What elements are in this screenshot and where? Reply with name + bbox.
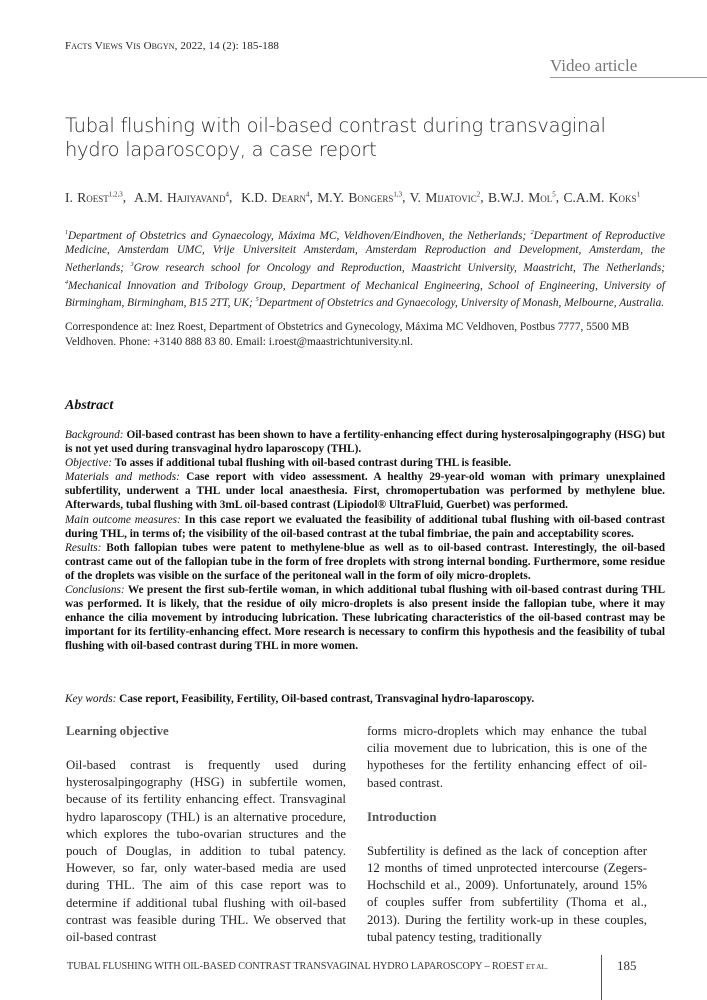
abstract-body xyxy=(65,428,665,654)
author: A.M. Hajiyavand$^4$ xyxy=(134,189,229,205)
author-list: I. Roest$^{1,2,3}$, A.M. Hajiyavand$^4$, K.D. Dearn$^4$, M.Y. Bongers$^{1,3}$, V. Mijatovic$^2$, B.W.J. Mol$^5$, C.A.M. Koks$^1$ xyxy=(65,189,641,205)
affiliations: $^1$Department of Obstetrics and Gynaecology, Máxima MC, Veldhoven/Eindhoven, the Netherlands; $^2$Department of Reproductive Medicine, Amsterdam UMC, Vrije Universiteit Amsterdam, Amsterdam Reproduction and Development, Amsterdam, the Netherlands; $^3$Grow research school for Oncology and Reproduction, Maastricht University, Maastricht, The Netherlands; $^4$Mechanical Innovation and Tribology Group, Department of Mechanical Engineering, School of Engineering, University of Birmingham, Birmingham, B15 2TT, UK; $^5$Department of Obstetrics and Gynaecology, University of Monash, Melbourne, Australia. xyxy=(65,229,665,309)
section-heading-learning-objective: Learning objective xyxy=(66,724,169,738)
body-column-right xyxy=(367,723,647,946)
page-number: 185 xyxy=(617,958,637,973)
author: B.W.J. Mol$^5$ xyxy=(487,189,556,205)
author: V. Mijatovic$^2$ xyxy=(409,189,481,205)
author: M.Y. Bongers$^{1,3}$ xyxy=(317,189,403,205)
section-heading-introduction: Introduction xyxy=(367,809,437,824)
learning-objective-text-continued: forms micro-droplets which may enhance the tubal cilia movement due to lubrication, this is one of the hypotheses for the fertility enhancing effect of oil-based contrast. xyxy=(367,724,647,790)
abstract-conclusions: Conclusions: We present the first sub-fertile woman, in which additional tubal flushing with oil-based contrast during THL was performed. It is likely, that the residue of oily micro-droplets is also present inside the fallopian tube, where it may enhance the cilia movement by introducing lubrication. These lubricating characteristics of the oil-based contrast may be important for its fertility-enhancing effect. More research is necessary to confirm this hypothesis and the feasibility of tubal flushing with oil-based contrast during THL in more women. xyxy=(65,584,665,653)
author: C.A.M. Koks$^1$ xyxy=(563,189,641,205)
abstract-objective: Objective: To asses if additional tubal flushing with oil-based contrast during THL is feasible. xyxy=(65,457,512,470)
footer-divider xyxy=(601,955,602,1000)
abstract-background: Background: Oil-based contrast has been shown to have a fertility-enhancing effect during hysterosalpingography (HSG) but is not yet used during transvaginal hydro laparoscopy (THL). xyxy=(65,429,665,456)
author: K.D. Dearn$^4$ xyxy=(241,189,310,205)
correspondence: Correspondence at: Inez Roest, Department of Obstetrics and Gynecology, Máxima MC Veldhoven, Postbus 7777, 5500 MB Veldhoven. Phone: +3140 888 83 80. Email: i.roest@maastrichtuniversity.nl. xyxy=(65,321,630,348)
running-title: TUBAL FLUSHING WITH OIL-BASED CONTRAST TRANSVAGINAL HYDRO LAPAROSCOPY – ROEST ET AL. xyxy=(67,961,548,972)
body-column-left xyxy=(66,723,346,946)
abstract-methods: Materials and methods: Case report with video assessment. A healthy 29-year-old woman with primary unexplained subfertility, underwent a THL under local anaesthesia. First, chromopertubation was performed by methylene blue. Afterwards, tubal flushing with 3mL oil-based contrast (Lipiodol® UltraFluid, Guerbet) was performed. xyxy=(65,471,665,512)
article-type-underline xyxy=(550,77,707,78)
learning-objective-text: Oil-based contrast is frequently used during hysterosalpingography (HSG) in subfertile women, because of its fertility enhancing effect. Transvaginal hydro laparoscopy (THL) is an alternative procedure, which explores the tubo-ovarian structures and the pouch of Douglas, in addition to tubal patency. However, so far, only water-based media are used during THL. The aim of this case report was to determine if additional tubal flushing with oil-based contrast was feasible during THL. We observed that oil-based contrast xyxy=(66,758,346,945)
article-title: Tubal flushing with oil-based contrast during transvaginal hydro laparoscopy, a case report xyxy=(65,114,606,161)
article-type-label: Video article xyxy=(550,56,638,75)
journal-reference: Facts Views Vis Obgyn, 2022, 14 (2): 185-188 xyxy=(65,40,280,52)
abstract-results: Results: Both fallopian tubes were patent to methylene-blue as well as to oil-based contrast. Interestingly, the oil-based contrast came out of the fallopian tube in the form of free droplets with strong internal bonding. Furthermore, some residue of the droplets was visible on the surface of the peritoneal wall in the form of oily micro-droplets. xyxy=(65,541,665,582)
keywords: Key words: Case report, Feasibility, Fertility, Oil-based contrast, Transvaginal hydro-laparoscopy. xyxy=(65,693,535,705)
abstract-outcome-measures: Main outcome measures: In this case report we evaluated the feasibility of additional tubal flushing with oil-based contrast during THL, in terms of; the visibility of the oil-based contrast at the tubal fimbriae, the pain and acceptability scores. xyxy=(65,513,666,540)
abstract-heading: Abstract xyxy=(65,398,114,413)
author: I. Roest$^{1,2,3}$ xyxy=(65,189,123,205)
introduction-text: Subfertility is defined as the lack of conception after 12 months of timed unprotected intercourse (Zegers-Hochschild et al., 2009). Unfortunately, around 15% of couples suffer from subfertility (Thoma et al., 2013). During the fertility work-up in these couples, tubal patency testing, traditionally xyxy=(367,843,647,944)
